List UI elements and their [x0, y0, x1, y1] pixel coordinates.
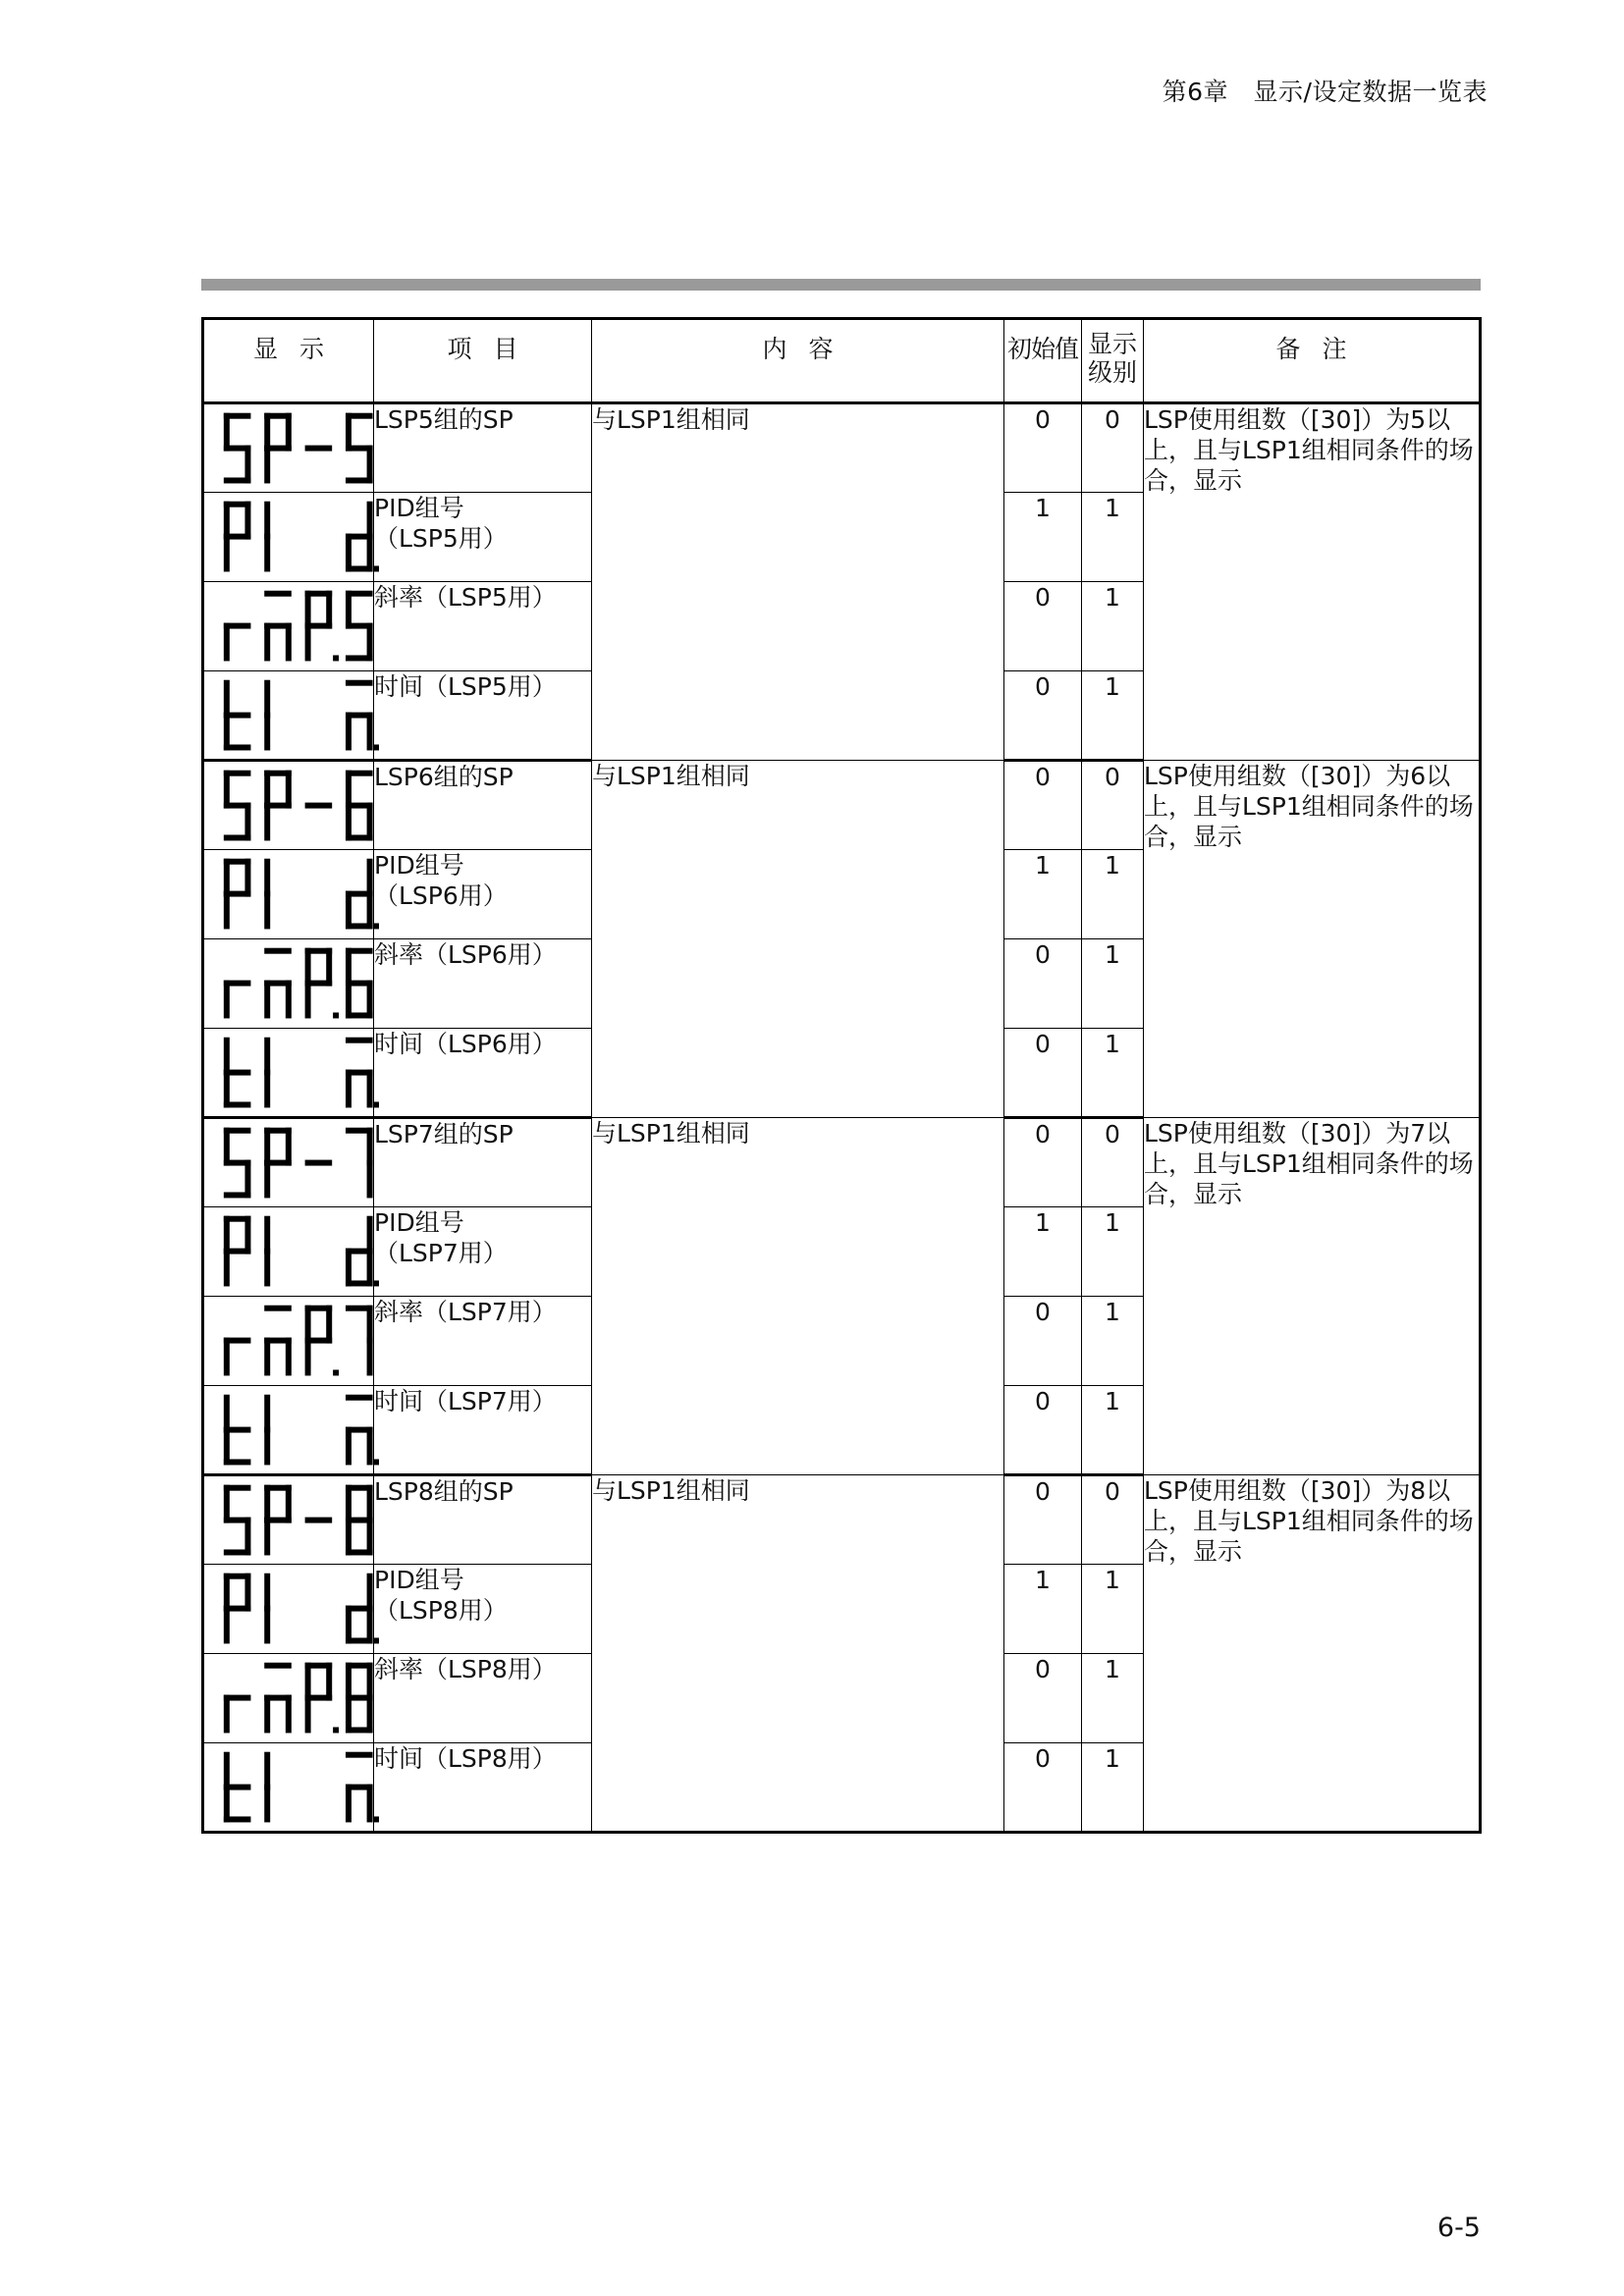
header-display-label: 显示 [252, 335, 346, 363]
item-label-line2: （LSP6用） [374, 881, 508, 910]
table-row [203, 761, 1481, 850]
table-row [203, 1118, 1481, 1207]
item-label: 斜率（LSP8用） [374, 1655, 557, 1683]
display-cell [203, 1029, 374, 1118]
header-remark [1144, 319, 1481, 403]
initial-value-cell: 1 [1004, 493, 1082, 582]
item-cell [374, 1118, 592, 1207]
header-content [592, 319, 1004, 403]
seven-segment-display [222, 1571, 379, 1648]
remark-cell: LSP使用组数（[30]）为6以上，且与LSP1组相同条件的场合，显示 [1144, 761, 1481, 1118]
item-label: 时间（LSP5用） [374, 672, 557, 701]
item-cell [374, 1654, 592, 1743]
header-level-line2: 级别 [1087, 358, 1137, 387]
display-level-cell: 1 [1082, 1654, 1144, 1743]
item-label: 斜率（LSP7用） [374, 1298, 557, 1326]
display-cell [203, 403, 374, 493]
seven-segment-display [222, 410, 379, 488]
display-level-cell: 1 [1082, 493, 1144, 582]
item-cell [374, 582, 592, 671]
seven-segment-display [222, 1749, 379, 1827]
item-label: PID组号 [374, 851, 464, 880]
display-level-cell: 1 [1082, 1207, 1144, 1297]
seven-segment-display [222, 1213, 379, 1291]
item-cell [374, 1029, 592, 1118]
item-cell [374, 939, 592, 1029]
table-row [203, 403, 1481, 493]
table-row [203, 1475, 1481, 1565]
item-cell [374, 493, 592, 582]
header-display [203, 319, 374, 403]
item-label-line2: （LSP5用） [374, 524, 508, 553]
item-label: 斜率（LSP6用） [374, 940, 557, 969]
display-level-cell: 0 [1082, 1475, 1144, 1565]
item-label: LSP6组的SP [374, 763, 514, 791]
display-level-cell: 0 [1082, 403, 1144, 493]
initial-value-cell: 0 [1004, 761, 1082, 850]
header-initial [1004, 319, 1082, 403]
header-item [374, 319, 592, 403]
display-level-cell: 1 [1082, 1386, 1144, 1475]
seven-segment-display [222, 1035, 379, 1112]
initial-value-cell: 0 [1004, 1475, 1082, 1565]
initial-value-cell: 0 [1004, 1118, 1082, 1207]
display-cell [203, 1475, 374, 1565]
initial-value-cell: 0 [1004, 939, 1082, 1029]
content-cell: 与LSP1组相同 [592, 1118, 1004, 1475]
item-cell [374, 1297, 592, 1386]
item-label: PID组号 [374, 1566, 464, 1594]
display-cell [203, 1297, 374, 1386]
initial-value-cell: 1 [1004, 1565, 1082, 1654]
display-level-cell: 0 [1082, 1118, 1144, 1207]
content-cell: 与LSP1组相同 [592, 1475, 1004, 1833]
item-label: 时间（LSP7用） [374, 1387, 557, 1415]
display-cell [203, 761, 374, 850]
header-content-label: 内容 [762, 335, 855, 363]
item-cell [374, 1207, 592, 1297]
display-cell [203, 582, 374, 671]
item-label: LSP8组的SP [374, 1477, 514, 1506]
page-number: 6-5 [1436, 2213, 1481, 2243]
table-header-row [203, 319, 1481, 403]
display-cell [203, 1654, 374, 1743]
header-rule [201, 279, 1481, 291]
table-body [203, 403, 1481, 1833]
initial-value-cell: 1 [1004, 850, 1082, 939]
display-level-cell: 1 [1082, 850, 1144, 939]
initial-value-cell: 0 [1004, 1029, 1082, 1118]
content-cell: 与LSP1组相同 [592, 403, 1004, 761]
display-cell [203, 1386, 374, 1475]
seven-segment-display [222, 677, 379, 755]
display-cell [203, 493, 374, 582]
display-level-cell: 1 [1082, 939, 1144, 1029]
header-level-line1: 显示 [1087, 330, 1137, 358]
header-item-label: 项目 [447, 335, 540, 363]
display-cell [203, 1118, 374, 1207]
seven-segment-display [222, 588, 379, 666]
item-cell [374, 761, 592, 850]
display-cell [203, 939, 374, 1029]
item-label: LSP5组的SP [374, 405, 514, 434]
display-level-cell: 0 [1082, 761, 1144, 850]
seven-segment-display [222, 1482, 379, 1560]
item-label: 时间（LSP6用） [374, 1030, 557, 1058]
header-level [1082, 319, 1144, 403]
settings-table [201, 317, 1482, 1834]
display-level-cell: 1 [1082, 1297, 1144, 1386]
item-cell [374, 850, 592, 939]
display-level-cell: 1 [1082, 1029, 1144, 1118]
seven-segment-display [222, 1125, 379, 1202]
seven-segment-display [222, 856, 379, 934]
initial-value-cell: 0 [1004, 671, 1082, 761]
item-label-line2: （LSP7用） [374, 1239, 508, 1267]
initial-value-cell: 0 [1004, 403, 1082, 493]
header-remark-label: 备注 [1275, 335, 1369, 363]
display-level-cell: 1 [1082, 1565, 1144, 1654]
chapter-header: 第6章 显示/设定数据一览表 [1162, 78, 1488, 106]
display-cell [203, 1743, 374, 1833]
display-cell [203, 671, 374, 761]
seven-segment-display [222, 768, 379, 845]
item-label: 时间（LSP8用） [374, 1744, 557, 1773]
seven-segment-display [222, 1392, 379, 1469]
item-label: PID组号 [374, 494, 464, 522]
seven-segment-display [222, 1660, 379, 1737]
initial-value-cell: 0 [1004, 1386, 1082, 1475]
item-cell [374, 671, 592, 761]
item-cell [374, 1386, 592, 1475]
display-cell [203, 1565, 374, 1654]
item-cell [374, 1565, 592, 1654]
initial-value-cell: 0 [1004, 1297, 1082, 1386]
display-cell [203, 850, 374, 939]
seven-segment-display [222, 1303, 379, 1380]
initial-value-cell: 1 [1004, 1207, 1082, 1297]
initial-value-cell: 0 [1004, 1743, 1082, 1833]
seven-segment-display [222, 499, 379, 576]
item-cell [374, 1475, 592, 1565]
initial-value-cell: 0 [1004, 1654, 1082, 1743]
remark-cell: LSP使用组数（[30]）为5以上，且与LSP1组相同条件的场合，显示 [1144, 403, 1481, 761]
display-level-cell: 1 [1082, 582, 1144, 671]
item-label: LSP7组的SP [374, 1120, 514, 1148]
item-cell [374, 403, 592, 493]
item-label-line2: （LSP8用） [374, 1596, 508, 1625]
seven-segment-display [222, 945, 379, 1023]
item-label: 斜率（LSP5用） [374, 583, 557, 612]
initial-value-cell: 0 [1004, 582, 1082, 671]
display-cell [203, 1207, 374, 1297]
item-cell [374, 1743, 592, 1833]
remark-cell: LSP使用组数（[30]）为7以上，且与LSP1组相同条件的场合，显示 [1144, 1118, 1481, 1475]
item-label: PID组号 [374, 1208, 464, 1237]
display-level-cell: 1 [1082, 1743, 1144, 1833]
header-initial-label: 初始值 [1006, 335, 1078, 363]
remark-cell: LSP使用组数（[30]）为8以上，且与LSP1组相同条件的场合，显示 [1144, 1475, 1481, 1833]
display-level-cell: 1 [1082, 671, 1144, 761]
content-cell: 与LSP1组相同 [592, 761, 1004, 1118]
